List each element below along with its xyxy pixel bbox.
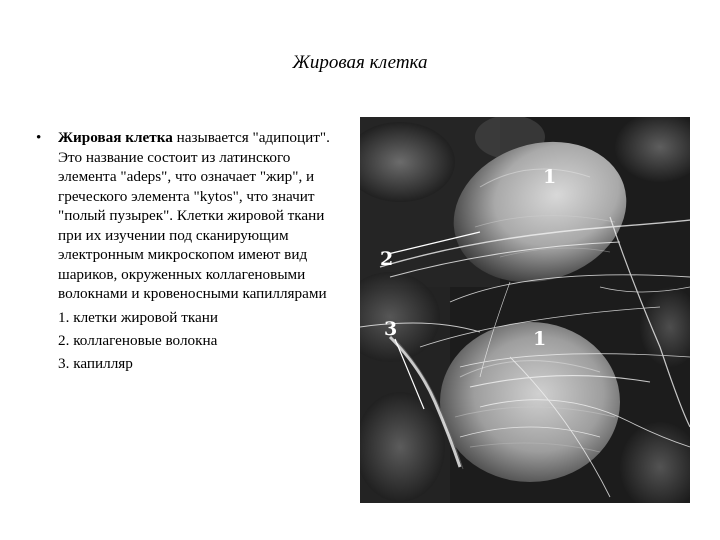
legend-item-2: 2. коллагеновые волокна bbox=[58, 331, 218, 349]
slide-title: Жировая клетка bbox=[292, 52, 428, 73]
bullet-lead-bold: Жировая клетка bbox=[58, 129, 173, 146]
image-label-3: 3 bbox=[384, 318, 398, 340]
micrograph-image bbox=[360, 117, 690, 503]
fat-cell-lower bbox=[440, 322, 620, 482]
image-label-2: 2 bbox=[380, 248, 394, 270]
image-label-1-top: 1 bbox=[543, 166, 557, 188]
legend-item-1: 1. клетки жировой ткани bbox=[58, 308, 219, 326]
body-text bbox=[36, 128, 346, 375]
bullet-paragraph bbox=[36, 128, 346, 304]
image-label-1-bottom: 1 bbox=[533, 328, 547, 350]
bullet-text: называется "адипоцит". Это название состоит из латинского элемента "adeps", что означает "жир", и греческого элемента "kytos", что значит "полый пузырек". Клетки жировой ткани при их изучении под сканирующим электронным микроскопом имеют вид шариков, окруженных коллагеновыми волокнами и кровеносными капиллярами bbox=[58, 129, 330, 302]
legend-item-3: 3. капилляр bbox=[58, 354, 133, 372]
bullet-marker: • bbox=[36, 129, 42, 146]
